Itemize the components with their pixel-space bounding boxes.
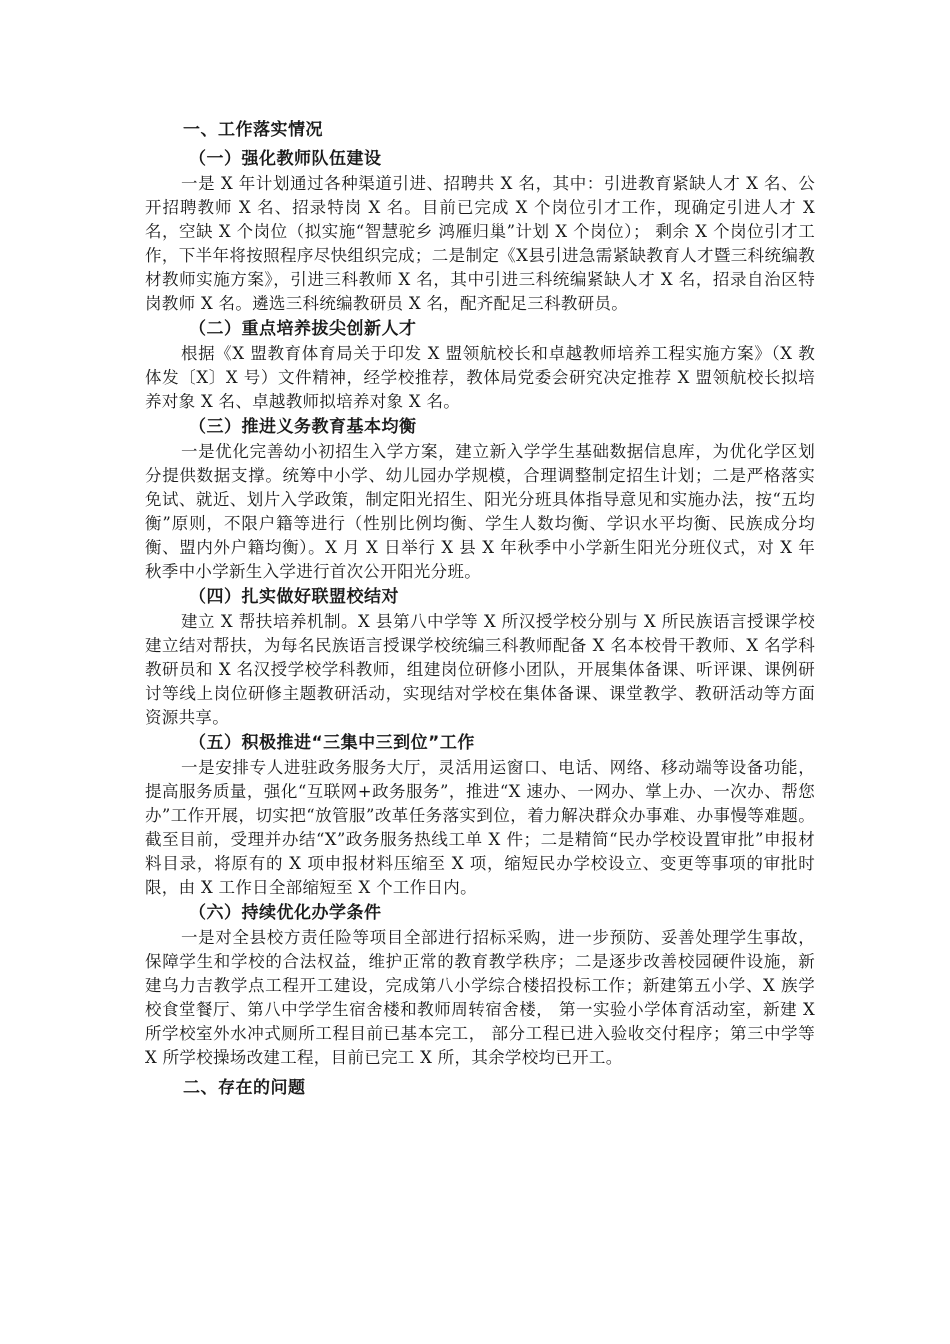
- subsection-6-paragraph: 一是对全县校方责任险等项目全部进行招标采购，进一步预防、妥善处理学生事故，保障学生和学校的合法权益，维护正常的教育教学秩序；二是逐步改善校园硬件设施，新建乌力吉教学点工程开工建设，完成第八小学综合楼招投标工作；新建第五小学、X 族学校食堂餐厅、第八中学学生宿舍楼和教师周转宿舍楼， 第一实验小学体育活动室，新建 X 所学校室外水冲式厕所工程目前已基本完工， 部分工程已进入验收交付程序；第三中学等 X 所学校操场改建工程，目前已完工 X 所，其余学校均已开工。: [145, 928, 815, 1067]
- subsection-1-paragraph: 一是 X 年计划通过各种渠道引进、招聘共 X 名，其中：引进教育紧缺人才 X 名、公开招聘教师 X 名、招录特岗 X 名。目前已完成 X 个岗位引才工作，现确定引进人才 X 名，空缺 X 个岗位（拟实施“智慧驼乡 鸿雁归巢”计划 X 个岗位）； 剩余 X 个岗位引才工作，下半年将按照程序尽快组织完成；二是制定《X县引进急需紧缺教育人才暨三科统编教材教师实施方案》，引进三科教师 X 名，其中引进三科统编紧缺人才 X 名，招录自治区特岗教师 X 名。遴选三科统编教研员 X 名，配齐配足三科教研员。: [145, 174, 815, 313]
- subsection-5-title: （五）积极推进“三集中三到位”工作: [189, 733, 475, 753]
- subsection-3-paragraph: 一是优化完善幼小初招生入学方案，建立新入学学生基础数据信息库，为优化学区划分提供数据支撑。统筹中小学、幼儿园办学规模，合理调整制定招生计划；二是严格落实免试、就近、划片入学政策，制定阳光招生、阳光分班具体指导意见和实施办法，按“五均衡”原则，不限户籍等进行（性别比例均衡、学生人数均衡、学识水平均衡、民族成分均衡、盟内外户籍均衡）。X 月 X 日举行 X 县 X 年秋季中小学新生阳光分班仪式，对 X 年秋季中小学新生入学进行首次公开阳光分班。: [145, 442, 815, 581]
- subsection-6-title: （六）持续优化办学条件: [189, 903, 382, 923]
- subsection-3-title: （三）推进义务教育基本均衡: [189, 417, 417, 437]
- subsection-2-paragraph: 根据《X 盟教育体育局关于印发 X 盟领航校长和卓越教师培养工程实施方案》（X 教体发〔X〕X 号）文件精神，经学校推荐，教体局党委会研究决定推荐 X 盟领航校长拟培养对象 X 名、卓越教师拟培养对象 X 名。: [145, 344, 815, 411]
- section-2-title: 二、存在的问题: [183, 1078, 306, 1098]
- section-1-title: 一、工作落实情况: [183, 120, 323, 140]
- subsection-4-title: （四）扎实做好联盟校结对: [189, 587, 399, 607]
- document-page: [145, 116, 815, 1104]
- subsection-5-paragraph: 一是安排专人进驻政务服务大厅，灵活用运窗口、电话、网络、移动端等设备功能，提高服务质量，强化“互联网+政务服务”，推进“X 速办、一网办、掌上办、一次办、帮您办”工作开展，切实把“放管服”改革任务落实到位，着力解决群众办事难、办事慢等难题。截至目前，受理并办结“X”政务服务热线工单 X 件；二是精简“民办学校设置审批”申报材料目录，将原有的 X 项申报材料压缩至 X 项，缩短民办学校设立、变更等事项的审批时限，由 X 工作日全部缩短至 X 个工作日内。: [145, 758, 815, 897]
- subsection-4-paragraph: 建立 X 帮扶培养机制。X 县第八中学等 X 所汉授学校分别与 X 所民族语言授课学校建立结对帮扶，为每名民族语言授课学校统编三科教师配备 X 名本校骨干教师、X 名学科教研员和 X 名汉授学校学科教师，组建岗位研修小团队，开展集体备课、听评课、课例研讨等线上岗位研修主题教研活动，实现结对学校在集体备课、课堂教学、教研活动等方面资源共享。: [145, 612, 815, 727]
- subsection-1-title: （一）强化教师队伍建设: [189, 149, 382, 169]
- subsection-2-title: （二）重点培养拔尖创新人才: [189, 319, 417, 339]
